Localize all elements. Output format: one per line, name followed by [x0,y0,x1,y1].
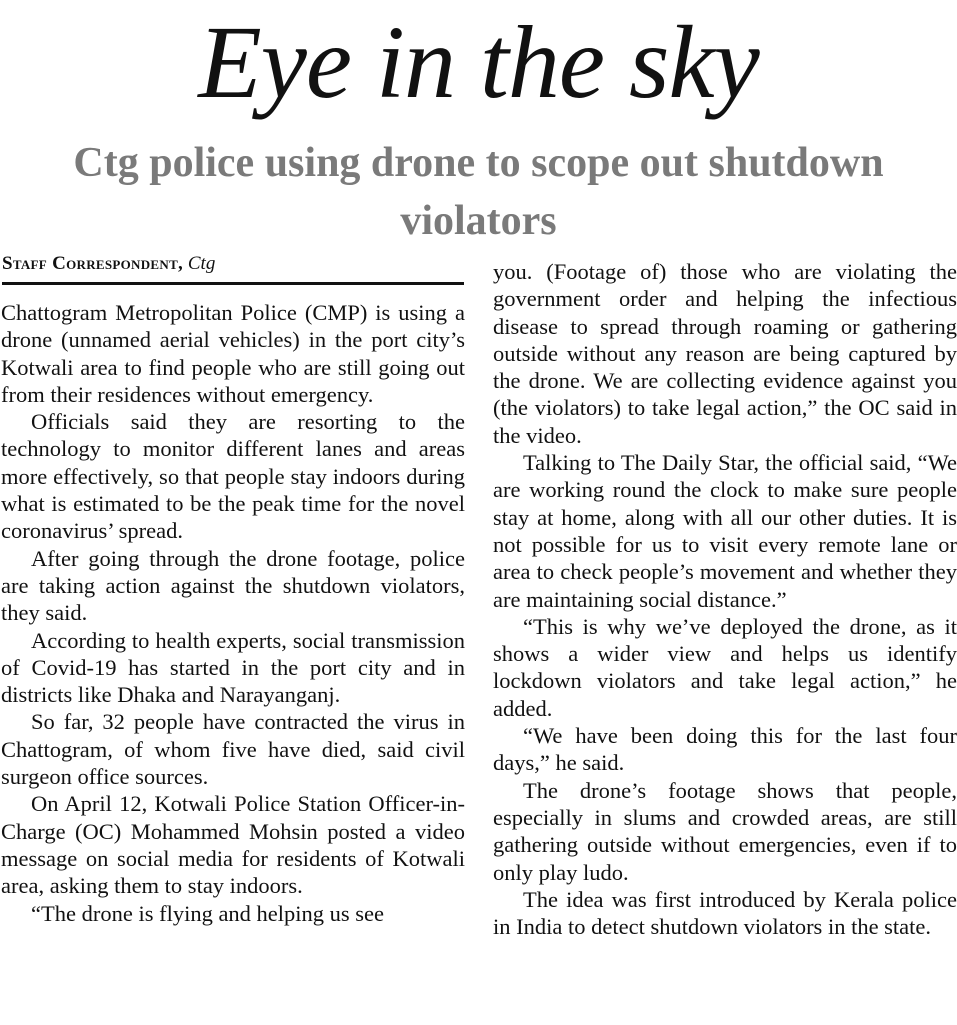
article-column-left [1,299,465,927]
paragraph: So far, 32 people have contracted the virus in Chattogram, of whom five have died, said civil surgeon office sources. [1,709,465,790]
paragraph: The idea was first introduced by Kerala police in India to detect shutdown violators in the state. [493,886,957,940]
paragraph: you. (Footage of) those who are violating the government order and helping the infectious disease to spread through roaming or gathering outside without any reason are being captured by the drone. We are collecting evidence against you (the violators) to take legal action,” the OC said in the video. [493,259,957,448]
paragraph: According to health experts, social transmission of Covid-19 has started in the port city and in districts like Dhaka and Narayanganj. [1,627,465,708]
paragraph: On April 12, Kotwali Police Station Officer-in-Charge (OC) Mohammed Mohsin posted a video message on social media for residents of Kotwali area, asking them to stay indoors. [1,791,465,899]
paragraph: “This is why we’ve deployed the drone, as it shows a wider view and helps us identify lockdown violators and take legal action,” he added. [493,613,957,721]
headline: Eye in the sky [198,5,759,120]
byline [2,252,464,285]
paragraph: Talking to The Daily Star, the official said, “We are working round the clock to make sure people stay at home, along with all our other duties. It is not possible for us to visit every remote lane or area to check people’s movement and whether they are maintaining social distance.” [493,450,957,612]
paragraph: Officials said they are resorting to the technology to monitor different lanes and areas more effectively, so that people stay indoors during what is estimated to be the peak time for the novel coronavirus’ spread. [1,409,465,544]
paragraph: Chattogram Metropolitan Police (CMP) is using a drone (unnamed aerial vehicles) in the port city’s Kotwali area to find people who are still going out from their residences without emergency. [1,300,465,407]
subheadline: Ctg police using drone to scope out shutdown violators [73,140,884,244]
paragraph: “We have been doing this for the last four days,” he said. [493,723,957,776]
paragraph: The drone’s footage shows that people, especially in slums and crowded areas, are still gathering outside without emergencies, even if to only play ludo. [493,777,957,885]
paragraph: “The drone is flying and helping us see [31,900,385,926]
paragraph: After going through the drone footage, police are taking action against the shutdown violators, they said. [1,545,465,626]
byline-name: Staff Correspondent, [2,253,184,274]
byline-location: Ctg [187,253,216,274]
article-column-right [493,258,957,940]
